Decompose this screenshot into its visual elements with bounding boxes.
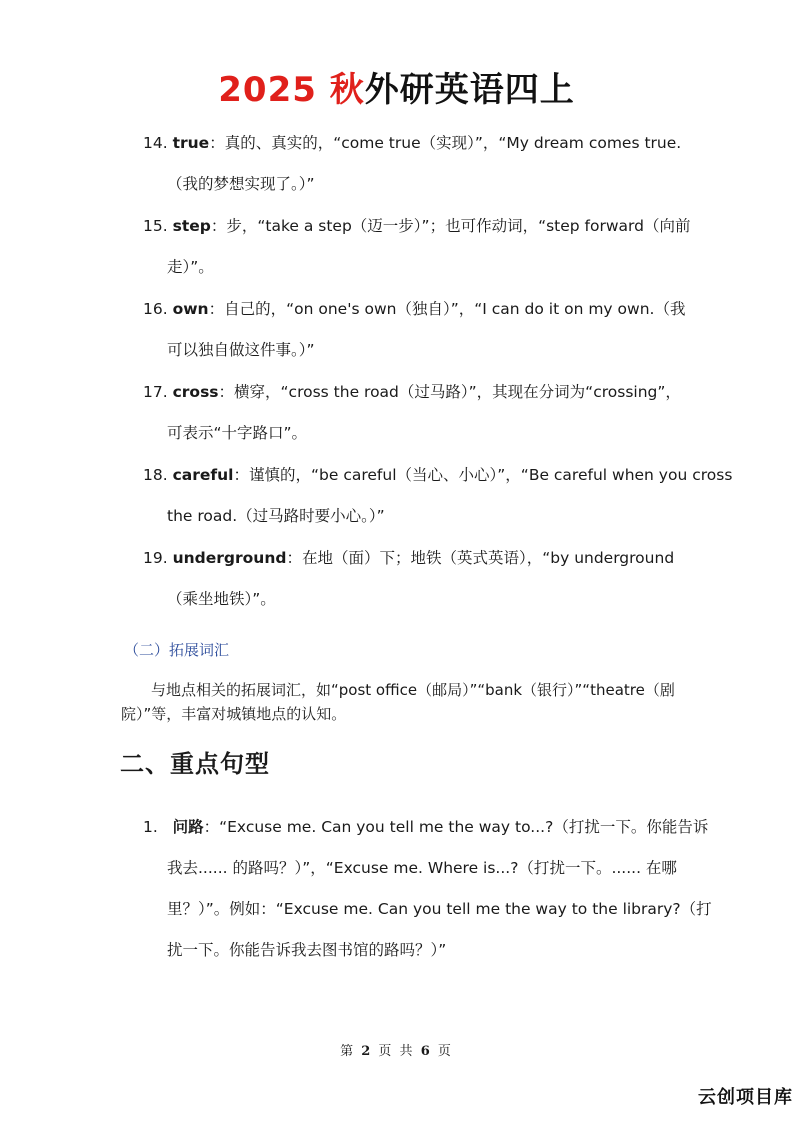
vocab-item-14 — [143, 123, 683, 205]
footer-mid: 页 共 — [378, 1044, 415, 1059]
vocab-text: ：真的、真实的，“come true（实现）”，“My dream comes true. — [209, 134, 682, 152]
sentence-text: 里？）”。例如：“Excuse me. Can you tell me the way to the library?（打 — [167, 900, 712, 918]
footer-total-pages: 6 — [420, 1044, 432, 1059]
vocab-item-17 — [143, 372, 683, 454]
title-year: 2025 — [218, 70, 317, 110]
vocab-num: 18. — [143, 466, 168, 484]
sentence-item-1 — [143, 807, 712, 971]
page-footer — [0, 1040, 793, 1059]
vocab-text-cont: 可以独自做这件事。）” — [167, 341, 315, 359]
vocab-num: 15. — [143, 217, 168, 235]
vocab-item-18 — [143, 455, 733, 537]
vocab-word: own — [172, 300, 209, 318]
vocab-text-cont: （乘坐地铁）”。 — [167, 590, 276, 608]
vocab-text-cont: （我的梦想实现了。）” — [167, 175, 315, 193]
vocab-text: ：步，“take a step（迈一步）”；也可作动词，“step forward（向前 — [210, 217, 691, 235]
vocab-num: 14. — [143, 134, 168, 152]
watermark: 云创项目库 — [698, 1087, 793, 1108]
sentence-text: 我去...... 的路吗？）”，“Excuse me. Where is...?（打扰一下。...... 在哪 — [167, 859, 677, 877]
sentence-num: 1. — [143, 818, 158, 836]
sentence-text: ：“Excuse me. Can you tell me the way to...?（打扰一下。你能告诉 — [203, 818, 709, 836]
title-season: 秋 — [329, 70, 365, 110]
vocab-word: step — [172, 217, 211, 235]
footer-suffix: 页 — [437, 1044, 453, 1059]
sub-heading-extended-vocab: （二）拓展词汇 — [124, 641, 230, 659]
vocab-item-15 — [143, 206, 691, 288]
vocab-word: cross — [172, 383, 219, 401]
footer-prefix: 第 — [340, 1044, 356, 1059]
vocab-text: ：横穿，“cross the road（过马路）”，其现在分词为“crossing”， — [218, 383, 681, 401]
sentence-label: 问路 — [172, 818, 204, 836]
vocab-word: underground — [172, 549, 287, 567]
vocab-num: 16. — [143, 300, 168, 318]
vocab-text: ：在地（面）下；地铁（英式英语），“by underground — [286, 549, 675, 567]
vocab-num: 19. — [143, 549, 168, 567]
extended-vocab-paragraph: 与地点相关的拓展词汇，如“post office（邮局）”“bank（银行）”“theatre（剧院）”等，丰富对城镇地点的认知。 — [121, 681, 675, 723]
vocab-text-cont: 走）”。 — [167, 258, 214, 276]
vocab-item-19 — [143, 538, 683, 620]
vocab-word: careful — [172, 466, 234, 484]
vocab-word: true — [172, 134, 210, 152]
vocab-item-16 — [143, 289, 686, 371]
section-heading-key-sentences: 二、重点句型 — [120, 750, 270, 778]
vocab-text: ：自己的，“on one's own（独自）”，“I can do it on my own.（我 — [208, 300, 686, 318]
vocab-text-cont: 可表示“十字路口”。 — [167, 424, 308, 442]
vocab-num: 17. — [143, 383, 168, 401]
vocab-text-cont: the road.（过马路时要小心。）” — [167, 507, 385, 525]
title-rest: 外研英语四上 — [364, 70, 575, 110]
page-title — [0, 62, 793, 111]
vocab-text: ：谨慎的，“be careful（当心、小心）”，“Be careful when you cross — [233, 466, 733, 484]
footer-page-number: 2 — [361, 1044, 373, 1059]
sentence-text: 扰一下。你能告诉我去图书馆的路吗？）” — [167, 941, 447, 959]
